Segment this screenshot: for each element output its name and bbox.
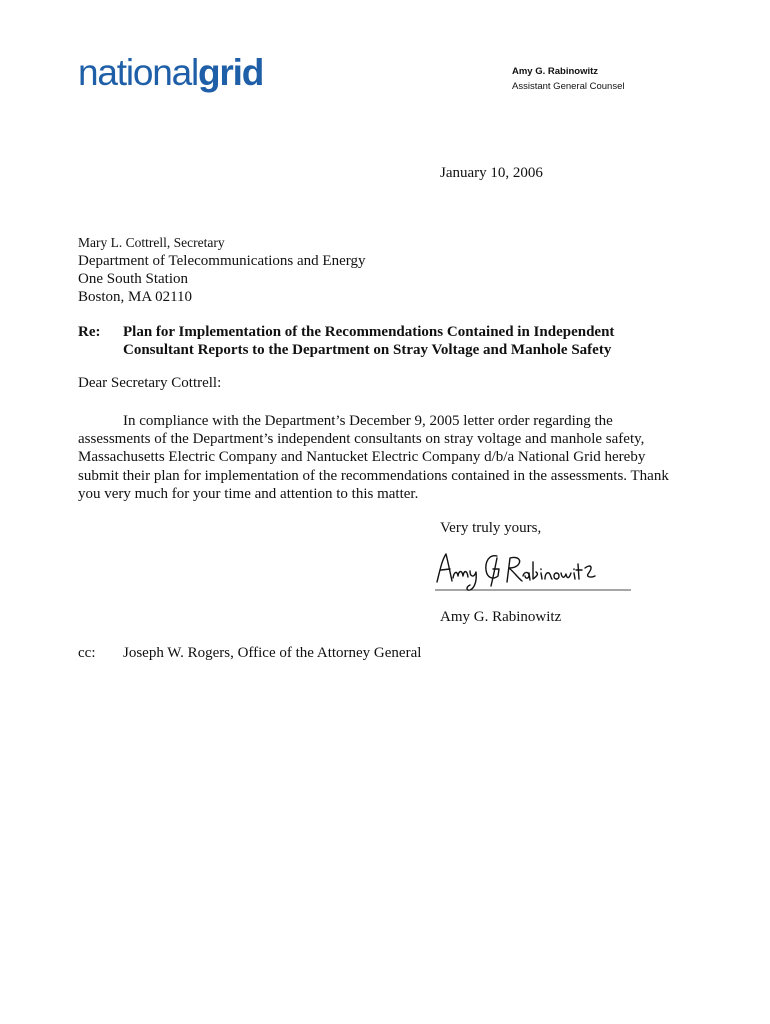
logo-national-text: national bbox=[78, 52, 199, 93]
subject-text bbox=[123, 323, 643, 359]
complimentary-closing: Very truly yours, bbox=[440, 520, 542, 536]
body-line: Massachusetts Electric Company and Nantucket Electric Company d/b/a National Grid hereby bbox=[78, 449, 646, 466]
sender-block bbox=[512, 64, 624, 94]
signer-name: Amy G. Rabinowitz bbox=[440, 609, 562, 625]
salutation: Dear Secretary Cottrell: bbox=[78, 375, 222, 391]
body-line: submit their plan for implementation of the recommendations contained in the assessments. Thank bbox=[78, 467, 669, 484]
recipient-address-line2: Boston, MA 02110 bbox=[78, 289, 193, 305]
body-paragraph bbox=[78, 412, 690, 503]
body-line: assessments of the Department’s independent consultants on stray voltage and manhole safety, bbox=[78, 431, 645, 448]
national-grid-logo bbox=[78, 54, 263, 91]
cc-recipient: Joseph W. Rogers, Office of the Attorney General bbox=[123, 645, 422, 661]
sender-name: Amy G. Rabinowitz bbox=[512, 66, 599, 77]
recipient-name-title: Mary L. Cottrell, Secretary bbox=[78, 235, 225, 250]
logo-grid-text: grid bbox=[198, 52, 264, 93]
body-line: you very much for your time and attention to this matter. bbox=[78, 485, 419, 502]
sender-title: Assistant General Counsel bbox=[512, 81, 625, 92]
subject-text-line2: Consultant Reports to the Department on Stray Voltage and Manhole Safety bbox=[123, 342, 612, 358]
recipient-address-line1: One South Station bbox=[78, 271, 189, 287]
subject-label: Re: bbox=[78, 324, 101, 340]
body-line: In compliance with the Department’s December 9, 2005 letter order regarding the bbox=[123, 413, 613, 429]
handwritten-signature bbox=[433, 548, 633, 594]
recipient-address-block bbox=[78, 234, 365, 306]
cc-label: cc: bbox=[78, 645, 96, 661]
recipient-department: Department of Telecommunications and Energy bbox=[78, 253, 366, 269]
letter-date: January 10, 2006 bbox=[440, 165, 543, 181]
subject-text-line1: Plan for Implementation of the Recommendations Contained in Independent bbox=[123, 324, 615, 340]
